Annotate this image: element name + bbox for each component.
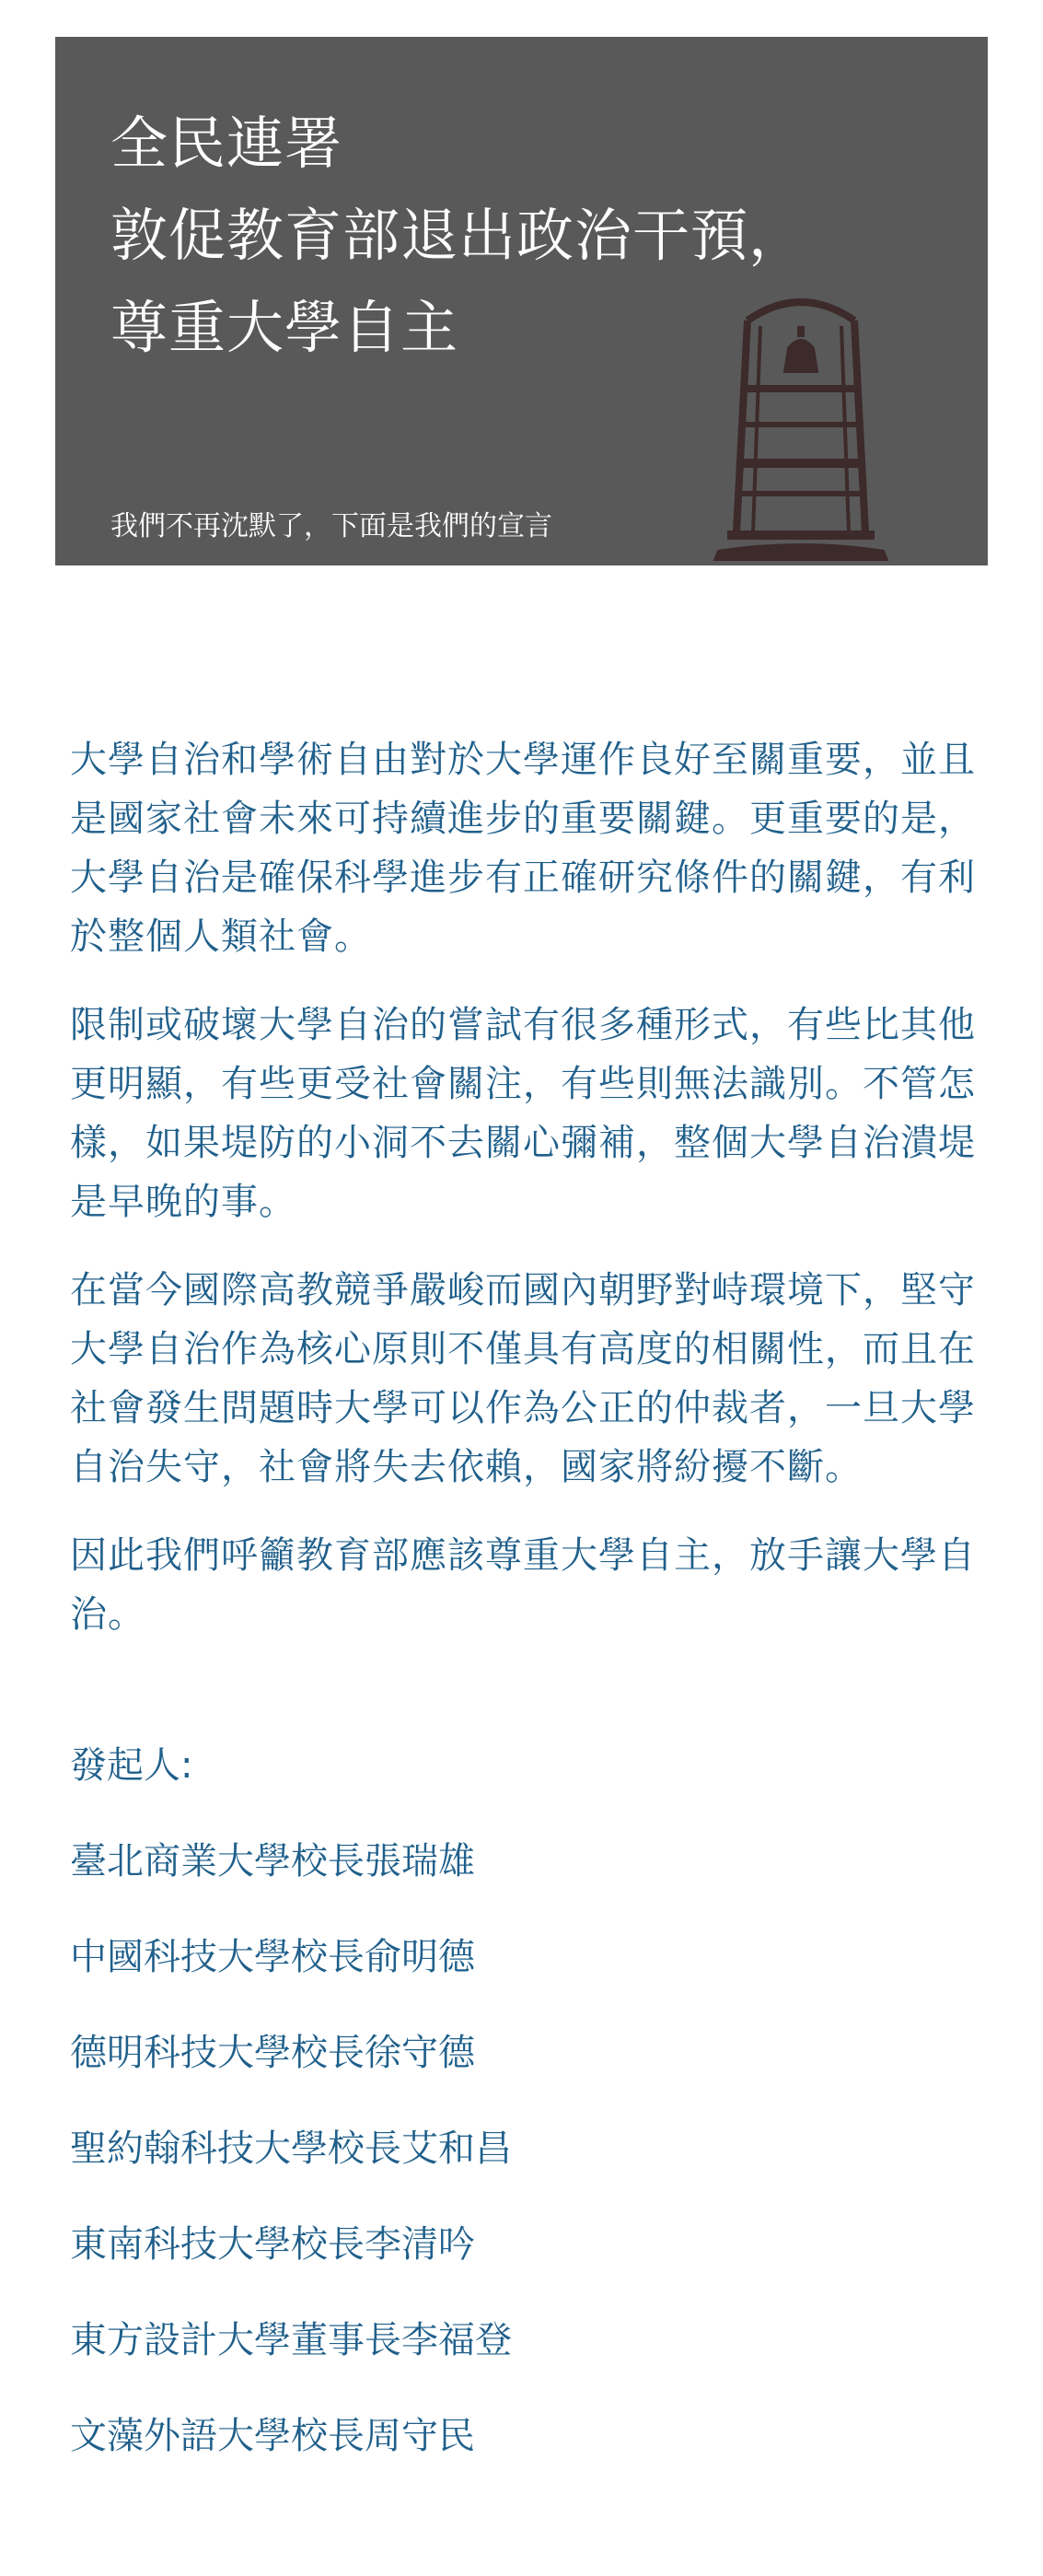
declaration-paragraph-2: 限制或破壞大學自治的嘗試有很多種形式，有些比其他更明顯，有些更受社會關注，有些則無法識別。不管怎樣，如果堤防的小洞不去關心彌補，整個大學自治潰堤是早晚的事。 bbox=[70, 1004, 976, 1223]
initiators-heading: 發起人: bbox=[70, 1744, 193, 1787]
initiator-item: 德明科技大學校長徐守德 bbox=[70, 2032, 475, 2074]
initiators-list bbox=[70, 1832, 981, 2465]
petition-title-line-1: 全民連署 bbox=[110, 110, 343, 177]
initiators-section bbox=[70, 1736, 981, 2465]
declaration-paragraph-3: 在當今國際高教競爭嚴峻而國內朝野對峙環境下，堅守大學自治作為核心原則不僅具有高度的相關性，而且在社會發生問題時大學可以作為公正的仲裁者，一旦大學自治失守，社會將失去依賴，國家將紛擾不斷。 bbox=[70, 1269, 976, 1488]
initiator-item: 東南科技大學校長李清吟 bbox=[70, 2223, 475, 2266]
declaration-paragraph-1: 大學自治和學術自由對於大學運作良好至關重要，並且是國家社會未來可持續進步的重要關鍵。更重要的是，大學自治是確保科學進步有正確研究條件的關鍵，有利於整個人類社會。 bbox=[70, 739, 976, 958]
bell-tower-icon bbox=[700, 284, 902, 565]
petition-banner bbox=[55, 37, 988, 565]
initiator-item: 文藻外語大學校長周守民 bbox=[70, 2415, 475, 2457]
declaration-paragraph-4: 因此我們呼籲教育部應該尊重大學自主，放手讓大學自治。 bbox=[70, 1534, 976, 1636]
initiator-item: 臺北商業大學校長張瑞雄 bbox=[70, 1840, 475, 1882]
initiator-item: 聖約翰科技大學校長艾和昌 bbox=[70, 2127, 512, 2170]
declaration-text bbox=[70, 730, 981, 1644]
initiator-item: 中國科技大學校長俞明德 bbox=[70, 1936, 475, 1978]
initiator-item: 東方設計大學董事長李福登 bbox=[70, 2319, 512, 2361]
petition-title-line-2: 敦促教育部退出政治干預， bbox=[110, 202, 807, 269]
petition-content bbox=[70, 730, 981, 2502]
petition-title-line-3: 尊重大學自主 bbox=[110, 294, 459, 361]
petition-subtitle: 我們不再沈默了，下面是我們的宣言 bbox=[110, 510, 552, 542]
